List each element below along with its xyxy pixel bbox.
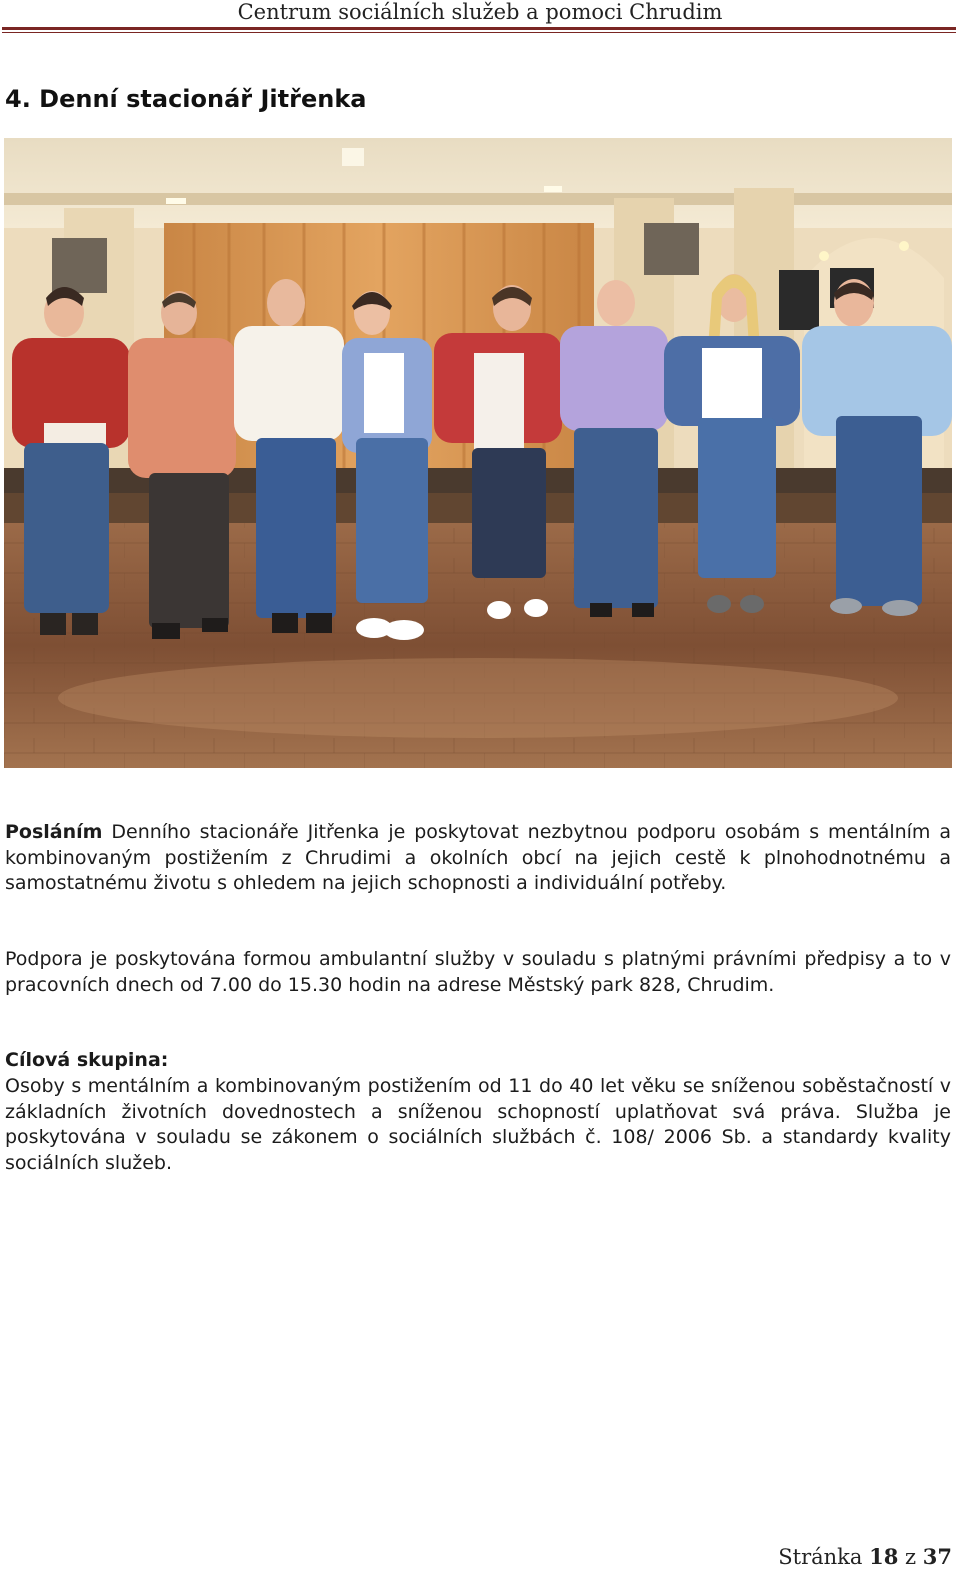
page-separator: z xyxy=(898,1545,923,1569)
mission-text: Denního stacionáře Jitřenka je poskytovat nezbytnou podporu osobám s mentálním a kombinovaným postižením z Chrudimi a okolních obcí na jejich cestě k plnohodnotnému a samostatnému životu s ohledem na jejich schopnosti a individuální potřeby. xyxy=(5,821,951,894)
target-group-paragraph: Osoby s mentálním a kombinovaným postižením od 11 do 40 let věku se sníženou soběstačností v základních životních dovednostech a sníženou schopností uplatňovat svá práva. Služba je poskytována v souladu se zákonem o sociálních službách č. 108/ 2006 Sb. a standardy kvality sociálních služeb. xyxy=(5,1075,951,1174)
page-total: 37 xyxy=(922,1544,952,1569)
mission-lead: Posláním xyxy=(5,821,103,843)
section-heading: 4. Denní stacionář Jitřenka xyxy=(5,85,367,113)
header-rule xyxy=(2,27,956,30)
mission-paragraph xyxy=(5,820,951,897)
target-group-heading: Cílová skupina: xyxy=(5,1049,169,1071)
page-header xyxy=(0,0,960,36)
page-label: Stránka xyxy=(778,1545,870,1569)
page-number xyxy=(778,1543,952,1571)
header-rule-thin xyxy=(2,32,956,33)
group-photo xyxy=(4,138,952,768)
page-current: 18 xyxy=(869,1544,899,1569)
header-title: Centrum sociálních služeb a pomoci Chrudim xyxy=(237,0,723,24)
support-paragraph: Podpora je poskytována formou ambulantní služby v souladu s platnými právními předpisy a to v pracovních dnech od 7.00 do 15.30 hodin na adrese Městský park 828, Chrudim. xyxy=(5,948,951,996)
group-photo-image xyxy=(4,138,952,768)
